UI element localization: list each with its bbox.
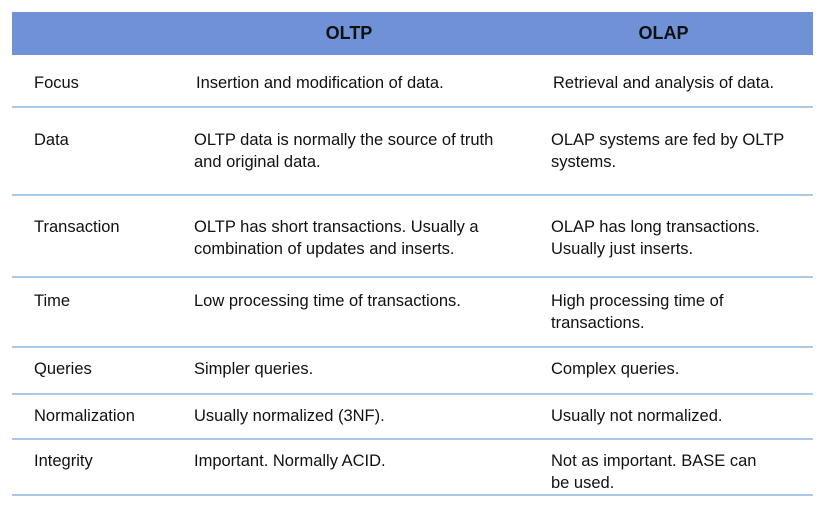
table-row	[12, 348, 813, 395]
row-label: Normalization	[34, 407, 135, 425]
table-row	[12, 395, 813, 440]
oltp-cell: Insertion and modification of data.	[196, 74, 444, 92]
header-olap: OLAP	[638, 23, 689, 43]
row-label: Queries	[34, 360, 92, 378]
oltp-cell: OLTP data is normally the source of truth and original data.	[194, 131, 494, 171]
table-row	[12, 440, 813, 496]
oltp-cell: Usually normalized (3NF).	[194, 407, 385, 425]
oltp-cell: Simpler queries.	[194, 360, 314, 378]
olap-cell: Not as important. BASE can be used.	[551, 452, 757, 492]
olap-cell: Usually not normalized.	[551, 407, 723, 425]
row-label: Integrity	[34, 452, 93, 470]
olap-cell: Retrieval and analysis of data.	[553, 74, 775, 92]
row-label: Data	[34, 131, 69, 149]
table-row	[12, 278, 813, 348]
oltp-cell: Low processing time of transactions.	[194, 292, 461, 310]
table-row	[12, 196, 813, 278]
oltp-cell: Important. Normally ACID.	[194, 452, 386, 470]
row-label: Time	[34, 292, 71, 310]
olap-cell: High processing time of transactions.	[551, 292, 724, 332]
oltp-cell: OLTP has short transactions. Usually a combination of updates and inserts.	[194, 218, 479, 258]
header-oltp: OLTP	[325, 23, 373, 43]
table-row	[12, 108, 813, 196]
comparison-table	[12, 12, 813, 496]
row-label: Transaction	[34, 218, 120, 236]
olap-cell: OLAP systems are fed by OLTP systems.	[551, 131, 784, 171]
row-label: Focus	[34, 74, 79, 92]
olap-cell: Complex queries.	[551, 360, 680, 378]
olap-cell: OLAP has long transactions. Usually just inserts.	[551, 218, 760, 258]
table-row	[12, 55, 813, 108]
table-header	[12, 12, 813, 55]
